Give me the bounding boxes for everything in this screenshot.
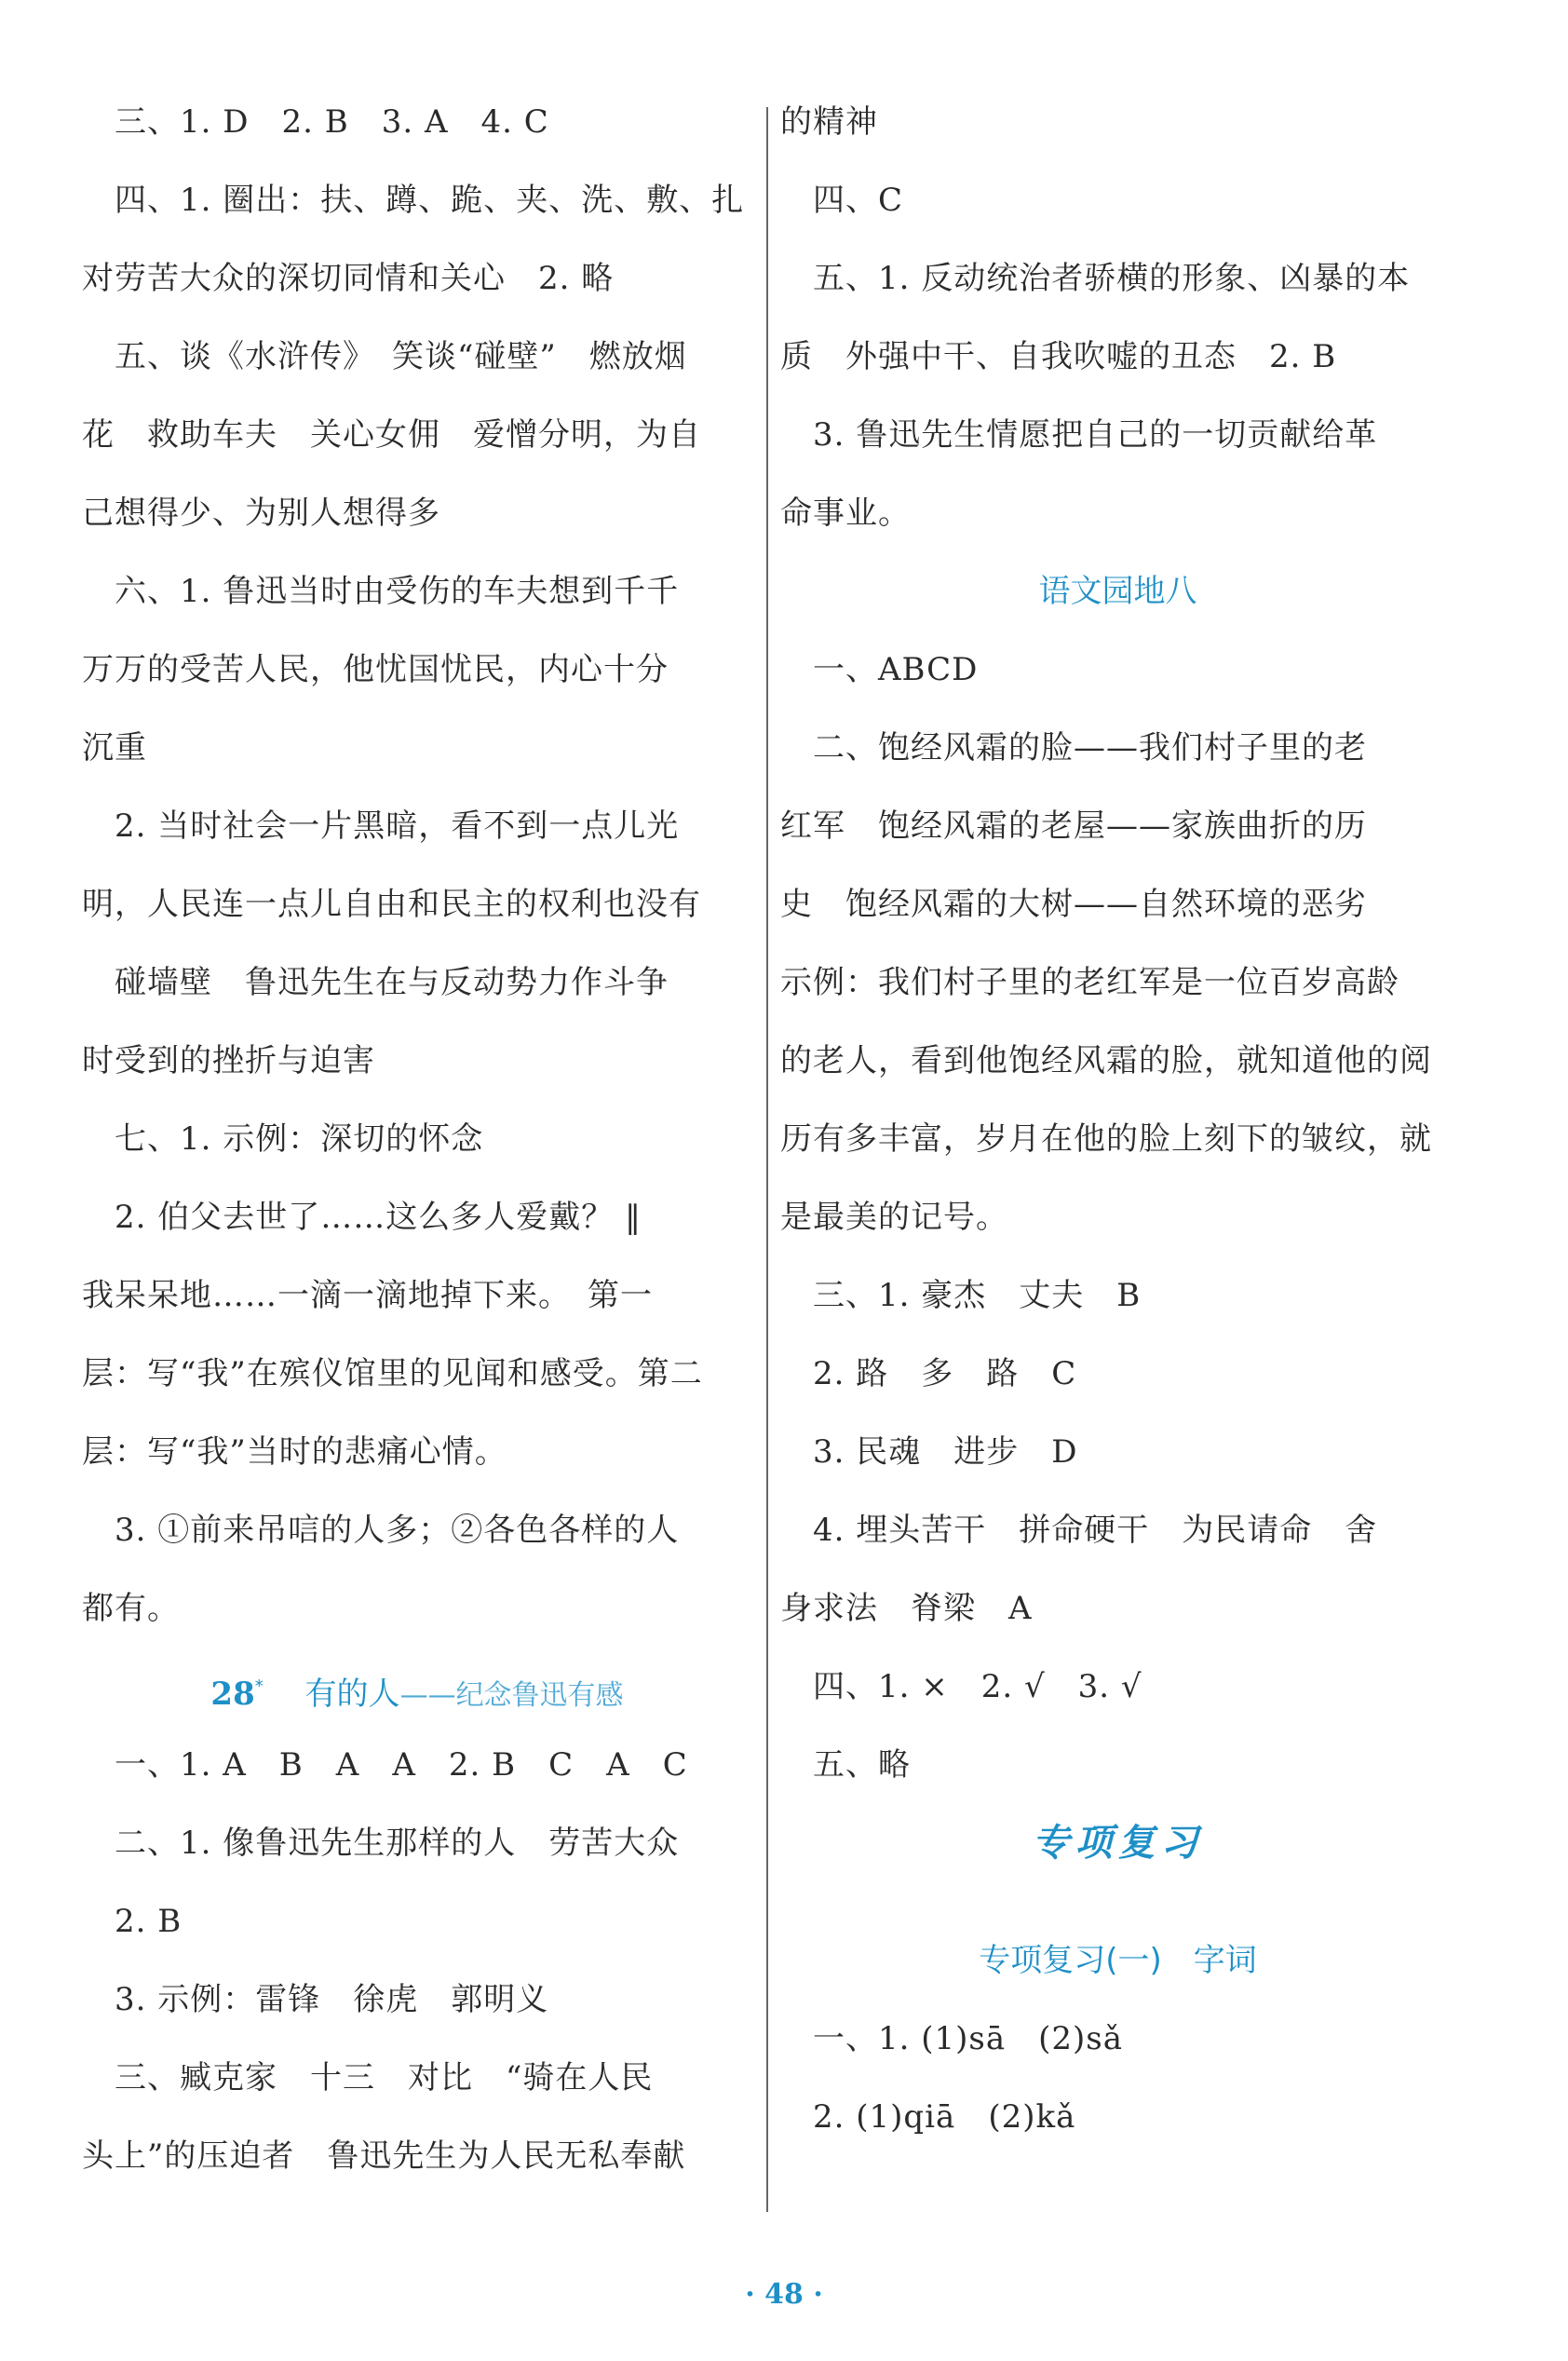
answer-line: 3. 民魂 进步 D [780,1433,1078,1471]
answer-line: 都有。 [82,1590,180,1627]
lesson-title: 有的人 [304,1676,400,1713]
answer-line: 四、1. × 2. √ 3. √ [780,1668,1142,1705]
lesson-number: 28 [210,1676,255,1713]
answer-line: 六、1. 鲁迅当时由受伤的车夫想到千千 [82,573,680,610]
answer-line: 2. 伯父去世了……这么多人爱戴？ ‖ [82,1199,642,1236]
left-column [82,102,752,2176]
answer-line: 花 救助车夫 关心女佣 爱憎分明，为自 [82,416,701,454]
answer-line: 对劳苦大众的深切同情和关心 2. 略 [82,260,615,297]
answer-line: 三、1. 豪杰 丈夫 B [780,1277,1142,1314]
answer-line: 一、ABCD [780,651,979,688]
right-column [780,102,1455,2137]
answer-line: 3. 鲁迅先生情愿把自己的一切贡献给革 [780,416,1378,454]
page-number: · 48 · [745,2278,823,2311]
lesson-mark: * [254,1676,264,1696]
answer-line: 层：写“我”当时的悲痛心情。 [82,1433,507,1471]
answer-line: 沉重 [82,729,147,767]
answer-line: 2. 当时社会一片黑暗，看不到一点儿光 [82,807,680,845]
answer-line: 我呆呆地……一滴一滴地掉下来。 第一 [82,1277,653,1314]
answer-line: 四、1. 圈出：扶、蹲、跪、夹、洗、敷、扎 [82,182,745,219]
answer-line: 七、1. 示例：深切的怀念 [82,1120,484,1158]
lesson-subtitle: ——纪念鲁迅有感 [399,1679,624,1712]
answer-line: 2. 路 多 路 C [780,1355,1077,1392]
answer-line: 明，人民连一点儿自由和民主的权利也没有 [82,886,701,923]
column-divider [766,107,768,2212]
answer-line: 万万的受苦人民，他忧国忧民，内心十分 [82,651,669,688]
section-heading-garden: 语文园地八 [1038,573,1197,610]
answer-line: 一、1. A B A A 2. B C A C [82,1746,688,1784]
answer-line: 二、饱经风霜的脸——我们村子里的老 [780,729,1367,767]
answer-line: 红军 饱经风霜的老屋——家族曲折的历 [780,807,1367,845]
answer-line: 的老人，看到他饱经风霜的脸，就知道他的阅 [780,1042,1432,1079]
answer-line: 的精神 [780,103,878,141]
answer-line: 头上”的压迫者 鲁迅先生为人民无私奉献 [82,2137,686,2175]
answer-line: 命事业。 [780,495,911,532]
answer-line: 己想得少、为别人想得多 [82,495,440,532]
answer-line: 四、C [780,182,904,219]
answer-line: 一、1. (1)sā (2)sǎ [780,2020,1124,2057]
answer-line: 4. 埋头苦干 拼命硬干 为民请命 舍 [780,1512,1378,1549]
answer-line: 时受到的挫折与迫害 [82,1042,375,1079]
lesson-heading [82,1667,752,1713]
answer-line: 身求法 脊梁 A [780,1590,1033,1627]
answer-line: 五、1. 反动统治者骄横的形象、凶暴的本 [780,260,1411,297]
answer-line: 3. 示例：雷锋 徐虎 郭明义 [82,1981,549,2018]
answer-line: 示例：我们村子里的老红军是一位百岁高龄 [780,964,1399,1001]
answer-line: 是最美的记号。 [780,1199,1008,1236]
review-heading: 专项复习 [1032,1821,1204,1865]
answer-line: 层：写“我”在殡仪馆里的见闻和感受。第二 [82,1355,703,1392]
answer-line: 五、谈《水浒传》 笑谈“碰壁” 燃放烟 [82,338,687,375]
answer-line: 2. B [82,1903,182,1940]
review-sub-heading: 专项复习(一) 字词 [979,1942,1257,1979]
answer-line: 3. ①前来吊唁的人多；②各色各样的人 [82,1512,680,1549]
answer-line: 史 饱经风霜的大树——自然环境的恶劣 [780,886,1367,923]
answer-line: 2. (1)qiā (2)kǎ [780,2098,1076,2136]
answer-line: 历有多丰富，岁月在他的脸上刻下的皱纹，就 [780,1120,1432,1158]
answer-line: 三、1. D 2. B 3. A 4. C [82,103,549,141]
answer-line: 二、1. 像鲁迅先生那样的人 劳苦大众 [82,1825,680,1862]
answer-line: 三、臧克家 十三 对比 “骑在人民 [82,2059,654,2096]
answer-line: 质 外强中干、自我吹嘘的丑态 2. B [780,338,1337,375]
answer-line: 碰墙壁 鲁迅先生在与反动势力作斗争 [82,964,669,1001]
answer-line: 五、略 [780,1746,911,1784]
